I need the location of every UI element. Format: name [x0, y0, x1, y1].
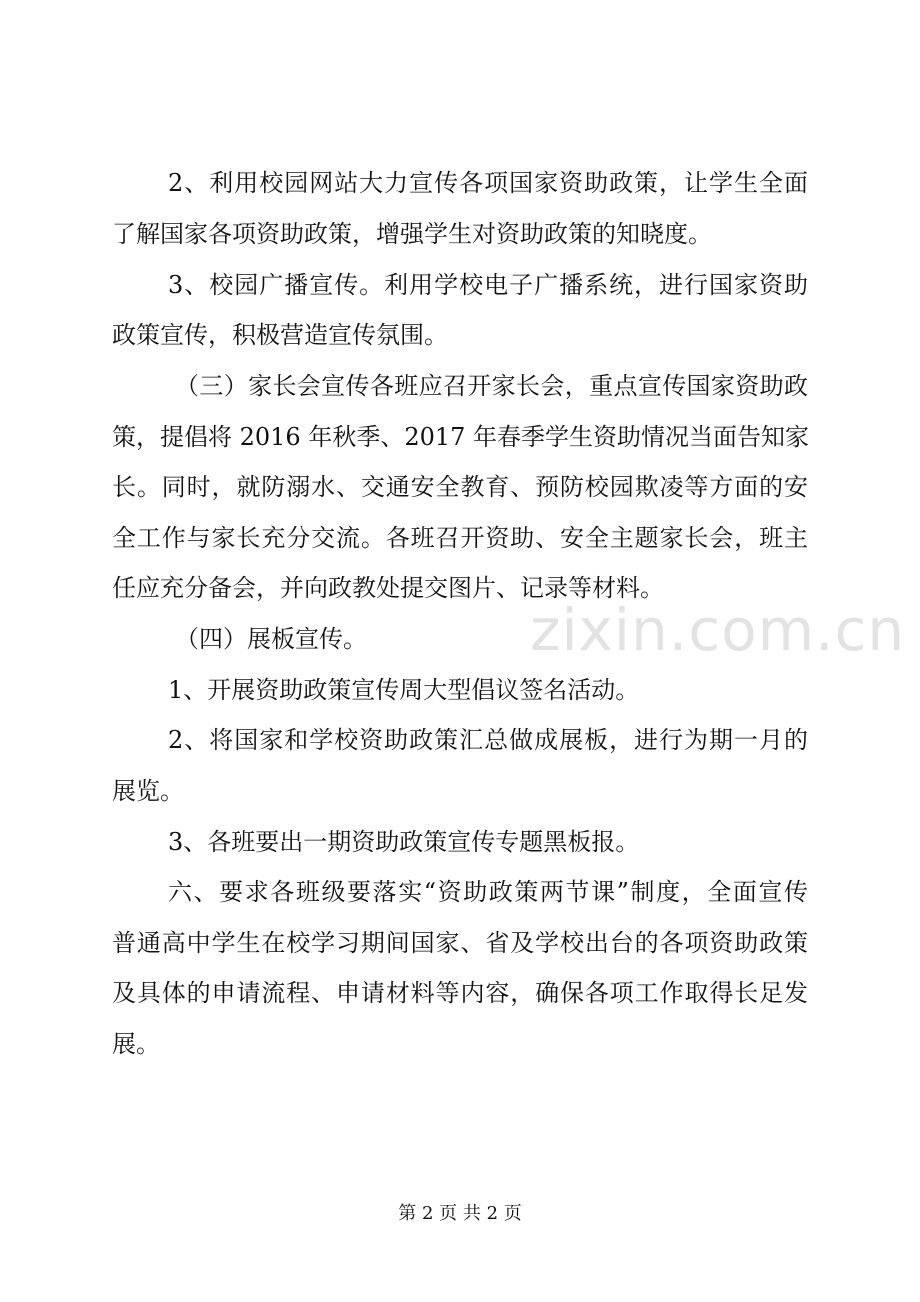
text-line: 长。同时，就防溺水、交通安全教育、预防校园欺凌等方面的安: [112, 473, 808, 501]
text-line: 六、要求各班级要落实“资助政策两节课”制度，全面宣传: [168, 878, 808, 906]
text-line: 及具体的申请流程、申请材料等内容，确保各项工作取得长足发: [112, 979, 808, 1007]
text-line: 展览。: [112, 777, 184, 805]
text-line: 1、开展资助政策宣传周大型倡议签名活动。: [168, 676, 640, 704]
text-line: 展。: [112, 1030, 160, 1058]
text-line: （四）展板宣传。: [175, 625, 367, 653]
text-line: 普通高中学生在校学习期间国家、省及学校出台的各项资助政策: [112, 929, 808, 957]
text-line: 策，提倡将 2016 年秋季、2017 年春季学生资助情况当面告知家: [112, 423, 810, 451]
text-line: 全工作与家长充分交流。各班召开资助、安全主题家长会，班主: [112, 524, 808, 552]
text-line: 任应充分备会，并向政教处提交图片、记录等材料。: [112, 574, 664, 602]
text-line: 2、将国家和学校资助政策汇总做成展板，进行为期一月的: [168, 726, 808, 754]
text-line: 政策宣传，积极营造宣传氛围。: [112, 321, 448, 349]
text-line: 2、利用校园网站大力宣传各项国家资助政策，让学生全面: [168, 169, 808, 197]
text-line: 3、各班要出一期资助政策宣传专题黑板报。: [168, 828, 640, 856]
text-line: 了解国家各项资助政策，增强学生对资助政策的知晓度。: [112, 220, 712, 248]
text-line: 3、校园广播宣传。利用学校电子广播系统，进行国家资助: [168, 271, 808, 299]
page-number-footer: 第 2 页 共 2 页: [398, 1203, 522, 1224]
watermark: zixin.com.cn: [530, 596, 906, 664]
text-line: （三）家长会宣传各班应召开家长会，重点宣传国家资助政: [175, 372, 808, 400]
